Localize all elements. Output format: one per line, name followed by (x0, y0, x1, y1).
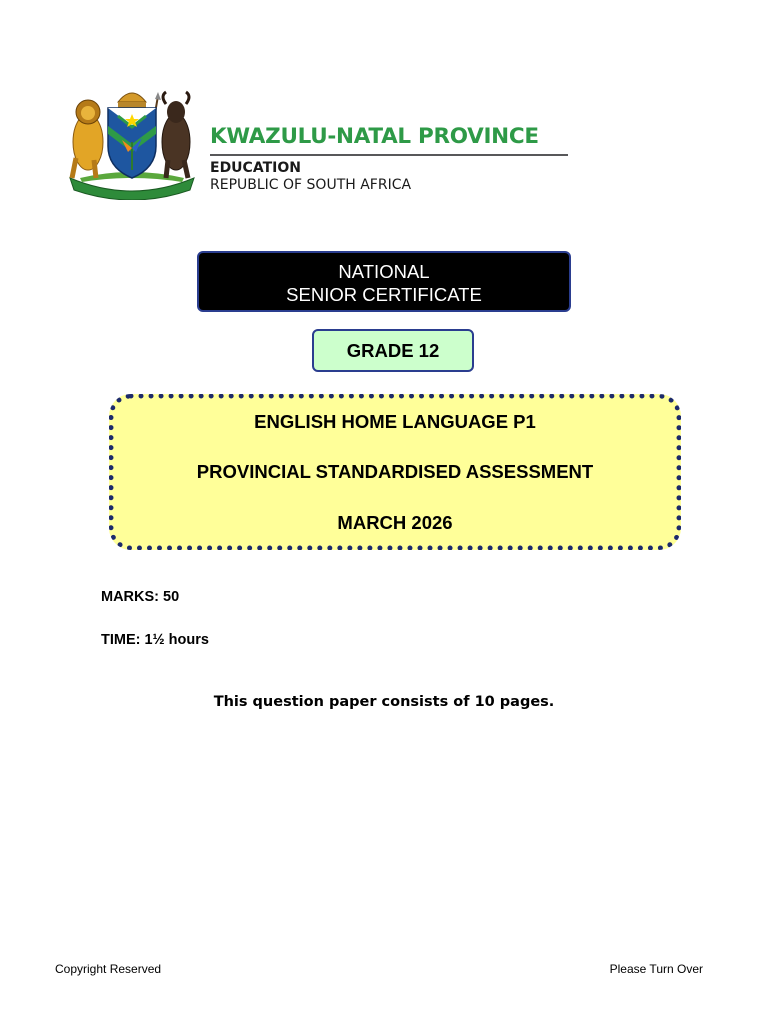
nsc-line-2: SENIOR CERTIFICATE (286, 284, 482, 305)
grade-box: GRADE 12 (312, 329, 474, 372)
footer-turn-over: Please Turn Over (609, 962, 703, 976)
page-count-note: This question paper consists of 10 pages. (213, 694, 555, 710)
nsc-line-1: NATIONAL (338, 261, 430, 282)
coat-of-arms-icon (62, 82, 202, 200)
time-label: TIME: 1½ hours (101, 632, 209, 648)
province-name: KWAZULU-NATAL PROVINCE (210, 124, 539, 149)
nsc-banner (197, 251, 571, 312)
department-header (210, 124, 570, 194)
subject-box (109, 394, 681, 550)
marks-label: MARKS: 50 (101, 589, 180, 605)
header-rule (210, 154, 568, 156)
department-name: EDUCATION (210, 160, 301, 176)
assessment-name: PROVINCIAL STANDARDISED ASSESSMENT (196, 461, 594, 482)
country-name: REPUBLIC OF SOUTH AFRICA (210, 177, 412, 193)
exam-date: MARCH 2026 (337, 512, 453, 533)
subject-title: ENGLISH HOME LANGUAGE P1 (254, 411, 536, 432)
footer-copyright: Copyright Reserved (55, 962, 162, 976)
